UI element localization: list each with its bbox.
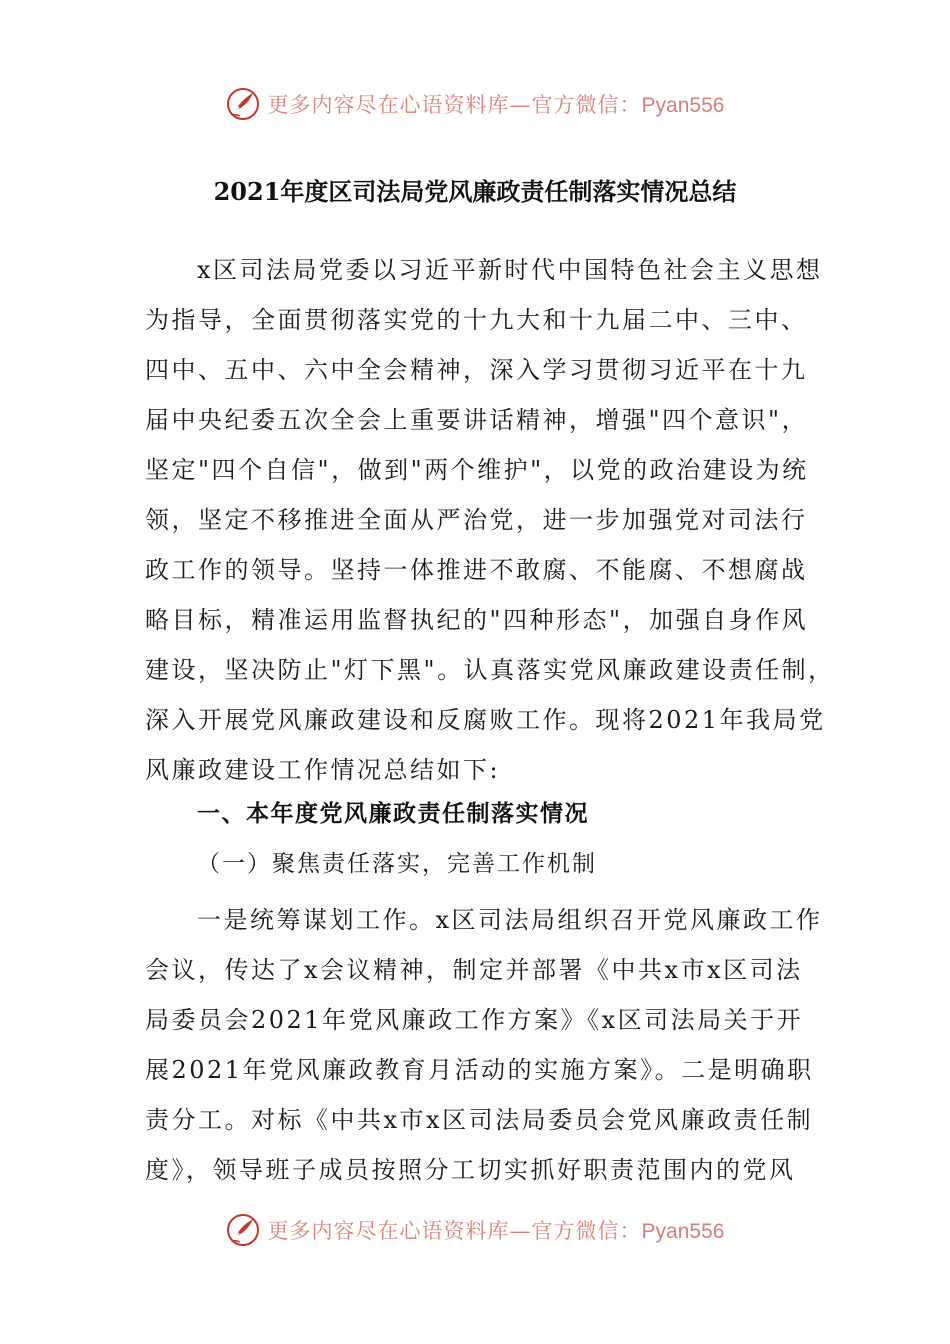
watermark-label: 更多内容尽在心语资料库—官方微信： — [267, 1219, 642, 1243]
subsection-heading: （一）聚焦责任落实，完善工作机制 — [197, 851, 597, 877]
text-line: 会议，传达了x会议精神，制定并部署《中共x市x区司法 — [145, 956, 803, 984]
text-line: 坚定"四个自信"，做到"两个维护"，以党的政治建设为统 — [145, 456, 809, 484]
text-line: 建设，坚决防止"灯下黑"。认真落实党风廉政建设责任制， — [145, 656, 835, 684]
watermark-contact: Pyan556 — [641, 1220, 725, 1243]
text-line: 度》，领导班子成员按照分工切实抓好职责范围内的党风 — [145, 1156, 796, 1184]
text-line: 为指导，全面贯彻落实党的十九大和十九届二中、三中、 — [145, 306, 808, 334]
text-line: 深入开展党风廉政建设和反腐败工作。现将2021年我局党 — [145, 706, 826, 734]
intro-paragraph — [145, 245, 835, 795]
text-line: 一是统筹谋划工作。x区司法局组织召开党风廉政工作 — [197, 906, 823, 934]
watermark-label: 更多内容尽在心语资料库—官方微信： — [267, 93, 642, 117]
text-line: 局委员会2021年党风廉政工作方案》《x区司法局关于开 — [145, 1006, 804, 1034]
watermark-contact: Pyan556 — [641, 94, 725, 117]
text-line: 责分工。对标《中共x市x区司法局委员会党风廉政责任制 — [145, 1106, 814, 1134]
document-title: 2021年度区司法局党风廉政责任制落实情况总结 — [213, 177, 737, 206]
paragraph-body — [145, 895, 823, 1195]
section-heading-block — [145, 795, 810, 845]
watermark-text — [268, 89, 725, 119]
text-line: 四中、五中、六中全会精神，深入学习贯彻习近平在十九 — [145, 356, 808, 384]
text-line: 风廉政建设工作情况总结如下: — [145, 756, 501, 784]
text-line: 展2021年党风廉政教育月活动的实施方案》。二是明确职 — [145, 1056, 814, 1084]
text-line: x区司法局党委以习近平新时代中国特色社会主义思想 — [197, 256, 823, 284]
text-line: 政工作的领导。坚持一体推进不敢腐、不能腐、不想腐战 — [145, 556, 808, 584]
quill-pen-logo-icon — [226, 1213, 260, 1247]
subsection-heading-block — [145, 845, 810, 895]
watermark-header — [0, 84, 950, 124]
watermark-footer — [0, 1210, 950, 1250]
watermark-text — [268, 1215, 725, 1245]
body-paragraph — [145, 895, 823, 1195]
text-line: 届中央纪委五次全会上重要讲话精神，增强"四个意识"， — [145, 406, 809, 434]
text-line: 领，坚定不移推进全面从严治党，进一步加强党对司法行 — [145, 506, 808, 534]
paragraph-intro — [145, 245, 835, 795]
text-line: 略目标，精准运用监督执纪的"四种形态"，加强自身作风 — [145, 606, 809, 634]
section-heading: 一、本年度党风廉政责任制落实情况 — [197, 801, 589, 827]
quill-pen-logo-icon — [226, 87, 260, 121]
